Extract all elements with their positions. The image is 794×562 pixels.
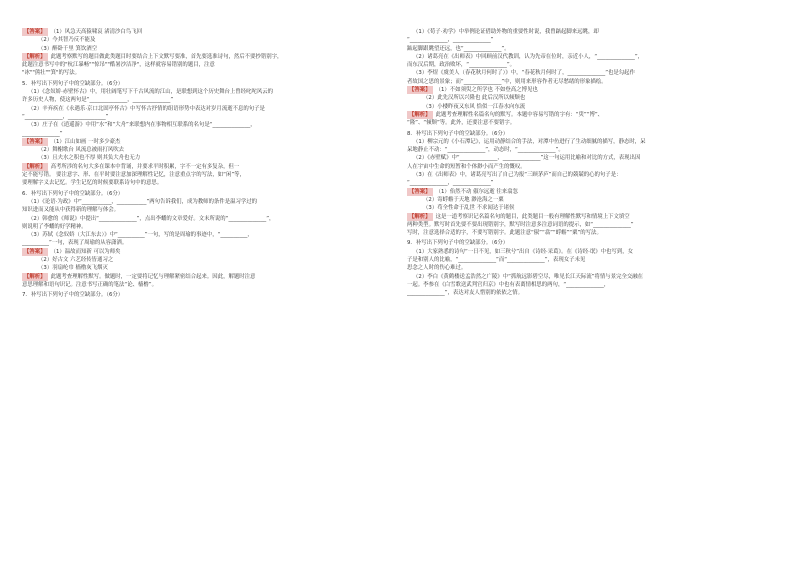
line-text: 人在宇宙中生命的短暂和个体渺小而产生的慨叹。 [407, 163, 526, 170]
line-text: 知识进而又能从中获得新的理解与体会。 [22, 207, 120, 214]
text-line [22, 88, 383, 96]
text-line [407, 45, 780, 53]
text-line [407, 248, 780, 256]
text-line [22, 130, 383, 138]
line-text: 定不能写错。 要注意字、形、在平时要注意加深理解性记忆，注意重点字的写法，如“闲”等， [22, 172, 245, 179]
line-text: “______________，______________” [22, 113, 109, 120]
text-line [407, 61, 780, 69]
line-text: （1）《荀子·劝学》中举例论证借助外物的重要性时说，我曾踮起脚来远眺，却 [413, 29, 599, 35]
line-text: 者故国之思的景象；而“______________”中，则用来形容作者无尽愁绪的形象描绘。 [407, 78, 607, 85]
answer-tag: 【解析】 [24, 273, 46, 280]
line-text: __________”一句，表现了周瑜的从容潇洒。 [22, 240, 128, 247]
text-line [22, 36, 383, 44]
line-text: （3）且夫水之积也不厚 则其负大舟也无力 [38, 155, 141, 162]
text-line [22, 291, 383, 299]
line-text: （3）小楼昨夜又东风 恰似一江春水向东流 [423, 103, 526, 110]
line-text: （2）李白《黄鹤楼送孟浩然之广陵》中“抓航远影碧空尽，唯见长江天际流”将情与景完全交融在 [413, 273, 644, 280]
line-text: “______________，______________” [407, 37, 494, 44]
answer-tag: 【答案】 [24, 29, 46, 35]
line-text: （2）辛弃疾在《永遇乐·京口北固亭怀古》中写怀古抒情的组语形势中表达对岁月流逝不息的句子是 [28, 105, 265, 112]
line-text: “______________，______________” [407, 180, 494, 187]
line-text: （2）好古文 六艺经传皆通习之 [38, 257, 114, 264]
text-line [22, 231, 383, 239]
line-text: （2）诸葛亮在《出师表》中回顾前汉代教训，认为先帝在位时，亲近小人，“______________”， [413, 53, 644, 60]
text-line [22, 146, 383, 154]
line-text: 呆地静止不动：“______________”，动态时，“______________”。 [407, 147, 564, 154]
line-text: 此题注意书写中的"杭江暴畅""惊吊""酷暑沙洁净"，这样就容易错别的题目，注意 [22, 62, 215, 69]
line-text: 此题考察默写的题目做此类题目时要结合上下文默写要准，首先要选准诗句，然后不要抄错别字， [50, 53, 283, 60]
text-line [22, 190, 383, 198]
text-line [22, 96, 383, 104]
text-line [407, 196, 780, 204]
text-line [407, 111, 780, 119]
text-line [22, 171, 383, 179]
text-line [22, 69, 383, 77]
line-text: （2）此先汉所以兴隆也 此后汉所以倾颓也 [423, 95, 526, 102]
text-line [22, 223, 383, 231]
line-text: 一起。李参在《白雪歌送武判官归京》中也有表离情相思的两句，“______________， [407, 281, 610, 288]
line-text: 6．补写出下列句子中的空缺部分。（6分） [22, 190, 124, 197]
answer-tag: 【答案】 [409, 87, 431, 94]
line-text: （2）韩愈的《师说》中提出“______________”，点出李蟠的文章爱好。文末所说的“______________”， [28, 215, 275, 222]
line-text: 这是一道考察识记名篇名句的题目，此类题目一般有理解性默写和情境上下文填空 [435, 213, 630, 220]
text-line [22, 163, 383, 171]
line-text: 意思理解和语句识记。注意书写正确的笔法“论、樯橹”。 [22, 281, 157, 288]
line-text: （2）舞榭歌台 风流总被雨打风吹去 [38, 147, 125, 154]
line-text: 思念之人时的伤心难过。 [407, 265, 467, 272]
text-line [407, 154, 780, 162]
text-line [22, 281, 383, 289]
text-line [407, 86, 780, 94]
line-text: （3）李煜《虞美人（春花秋月何时了）》中，“春花秋月何时了，______________”也是勾起作 [413, 70, 635, 77]
text-line [407, 53, 780, 61]
text-line [22, 53, 383, 61]
line-text: 8．补写出下列句子中的空缺部分。（6分） [407, 130, 509, 137]
text-line [407, 273, 780, 281]
line-text: （1）不如须臾之所学也 不如登高之博见也 [435, 87, 538, 94]
text-line [22, 138, 383, 146]
line-text: 9．补写出下列句子中的空缺部分。（6分） [407, 240, 509, 247]
line-text: 此题考查理解性默写。做题时，一定要将记忆与理解紧密结合起来。因此，解题时注意 [50, 273, 256, 280]
line-text: （1）柳宗元的《小石潭记》，运用动静结合的手法，对潭中鱼进行了生动细腻的描写，静态时，呆 [413, 138, 646, 145]
text-line [22, 264, 383, 272]
line-text: （3）苟全性命于乱世 不求闻达于诸侯 [423, 205, 515, 212]
line-text: （3）醉卧千里 箕饮酒空 [38, 45, 98, 52]
right-page-column [397, 0, 794, 562]
text-line [22, 61, 383, 69]
line-text: “隆”、“倾颓”等。此外，还要注意不要错字。 [407, 120, 516, 127]
line-text: 两种类型。默写时首先要不要出现错别字，默写时注意多注意词语的提示，如“______________” [407, 221, 634, 228]
line-text: 子是和别人的比喻，“______________”而“______________”，表现女子未见 [407, 257, 586, 264]
text-line [22, 154, 383, 162]
line-text: 而东汉后期，政治败坏，“______________”。 [407, 62, 516, 69]
answer-tag: 【答案】 [24, 138, 46, 145]
text-line [407, 256, 780, 264]
text-line [407, 221, 780, 229]
line-text: 7．补写出下列句子中的空缺部分。（6分） [22, 292, 124, 299]
text-line [407, 239, 780, 247]
text-line [407, 188, 780, 196]
line-text: （2）今其智乃反不能及 [38, 37, 96, 44]
line-text: 踮起脚跟眺望还远，也“______________”。 [407, 45, 510, 52]
line-text: 写时，注意选择合适的字，不要写错别字。此题注意“俶”“翕”“蜉蝣”“粟”的写法。 [407, 230, 602, 237]
text-line [22, 248, 383, 256]
text-line [407, 69, 780, 77]
line-text: （3）在《出师表》中，诸葛亮写出了自己为报“三顾茅庐”而自己的兢兢的心的句子是： [413, 172, 622, 179]
text-line [407, 36, 780, 44]
text-line [407, 213, 780, 221]
text-line [22, 80, 383, 88]
text-line [22, 179, 383, 187]
text-line [22, 113, 383, 121]
text-line [407, 179, 780, 187]
text-line [407, 138, 780, 146]
text-line [407, 171, 780, 179]
answer-tag: 【解析】 [409, 111, 431, 118]
line-text: "冰""熊壮""箕"的写法。 [22, 70, 81, 77]
line-text: （3）羽扇纶巾 樯橹灰飞烟灭 [38, 265, 108, 272]
text-line [407, 94, 780, 102]
text-line [22, 273, 383, 281]
text-line [22, 105, 383, 113]
text-line [407, 163, 780, 171]
line-text: 要理解字义去记忆。学生记忆的时候要联系诗句中的意思。 [22, 180, 163, 187]
text-line [407, 264, 780, 272]
line-text: ______________”，表达对友人惜别的依依之情。 [407, 290, 523, 297]
text-line [407, 103, 780, 111]
line-text: （3）庄子在《逍遥游》中用“水”和“大舟”来联想内在事物相互联系的名句是“______________， [28, 122, 256, 129]
line-text: （1）《论语·为政》中“___________，___________”两句告诉我们，成为教师的条件是温习学过的 [28, 198, 258, 205]
line-text: 高考所涉的名句大多在课本中背诵，并要求平时积累，字不一定有多复杂，但一 [50, 163, 240, 170]
answer-tag: 【解析】 [24, 163, 46, 170]
text-line [22, 206, 383, 214]
text-line [407, 229, 780, 237]
text-line [407, 289, 780, 297]
text-line [22, 121, 383, 129]
line-text: （1）《念奴娇·赤壁怀古》中，用壮阔笔写下千古风流的江山，是联想到这个历史舞台上曾经叱咤风云的 [28, 89, 274, 96]
text-line [22, 45, 383, 53]
answer-tag: 【解析】 [409, 213, 431, 220]
line-text: 则说明了李蟠的好学精神。 [22, 223, 87, 230]
text-line [407, 78, 780, 86]
line-text: （1）大家熟悉的诗句“一日不见，如三秋兮”出自《诗经·采葛》。在《诗经·氓》中也写到，女 [413, 248, 633, 255]
text-line [22, 256, 383, 264]
text-line [407, 204, 780, 212]
line-text: 许多历史人物，使这两句是“______________，______________” [22, 97, 174, 104]
line-text: ______________” [22, 130, 63, 137]
answer-tag: 【答案】 [24, 248, 46, 255]
line-text: （3）苏轼《念奴娇（大江东去）》中“__________”一句，写的是周瑜的事迹中，“__________， [28, 232, 253, 239]
text-line [22, 239, 383, 247]
line-text: 此题考查理解性名篇名句的默写。本题中容易写错的字有：“臾”“博”、 [435, 111, 604, 118]
text-line [407, 119, 780, 127]
line-text: （2）寄蜉蝣于天地 渺沧海之一粟 [423, 196, 504, 203]
line-text: （1）佁然不动 俶尔远逝 往来翕忽 [435, 188, 518, 195]
text-line [407, 146, 780, 154]
text-line [22, 198, 383, 206]
answer-tag: 【答案】 [409, 188, 431, 195]
line-text: （1）温故而知新 可以为师矣 [50, 248, 121, 255]
answer-tag: 【解析】 [24, 53, 46, 60]
line-text: 5．补写出下列句子中的空缺部分。（6分） [22, 80, 124, 87]
text-line [22, 28, 383, 36]
line-text: （2）《赤壁赋》中“______________，______________”这一句运用比喻和对比的方式，表现出因 [413, 155, 641, 162]
text-line [407, 28, 780, 36]
text-line [407, 281, 780, 289]
line-text: （1）风急天高猿啸哀 渚清沙白鸟飞回 [50, 29, 142, 35]
text-line [407, 130, 780, 138]
text-line [22, 215, 383, 223]
line-text: （1）江山如画 一时多少豪杰 [50, 138, 121, 145]
